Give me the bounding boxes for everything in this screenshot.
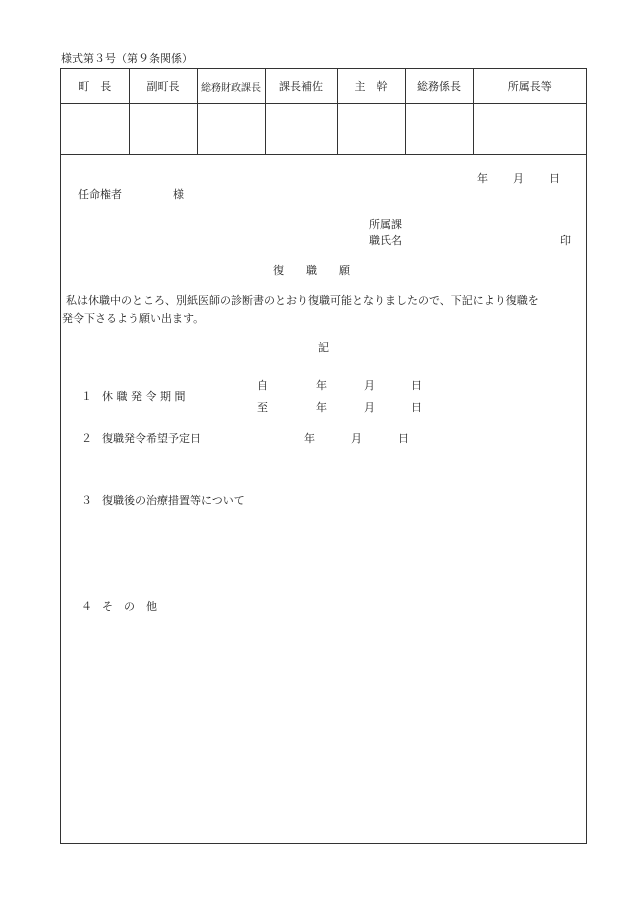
approval-header-mayor: 町 長: [61, 69, 129, 104]
item2-day: 日: [398, 432, 409, 445]
approval-header-general-affairs-director: 総務財政課長: [197, 69, 265, 104]
approval-header-deputy-mayor: 副町長: [129, 69, 197, 104]
seal-mark: 印: [560, 234, 571, 247]
item1-from-day: 日: [411, 379, 422, 392]
item2-label: 復職発令希望予定日: [102, 432, 201, 445]
document-title: 復 職 願: [273, 264, 350, 277]
stamp-cell[interactable]: [337, 104, 405, 155]
approval-stamp-table: [61, 69, 586, 155]
ki-heading: 記: [318, 341, 329, 354]
applicant-name-label: 職氏名: [369, 234, 402, 247]
item4-label: そ の 他: [102, 600, 157, 613]
item1-to-day: 日: [411, 401, 422, 414]
item3-number: ３: [81, 494, 92, 507]
approval-header-department-head: 所属長等: [473, 69, 586, 104]
item4-number: ４: [81, 600, 92, 613]
stamp-cell[interactable]: [473, 104, 586, 155]
date-day-label: 日: [549, 172, 560, 185]
applicant-dept-label: 所属課: [369, 218, 402, 231]
stamp-cell[interactable]: [129, 104, 197, 155]
item2-year: 年: [304, 432, 315, 445]
item1-from: 自: [257, 379, 268, 392]
item1-label: 休 職 発 令 期 間: [102, 390, 186, 403]
addressee-title: 任命権者: [78, 188, 122, 201]
item1-to: 至: [257, 401, 268, 414]
approval-header-chief: 主 幹: [337, 69, 405, 104]
item2-month: 月: [351, 432, 362, 445]
date-month-label: 月: [513, 172, 524, 185]
item1-to-year: 年: [316, 401, 327, 414]
addressee-honorific: 様: [173, 188, 184, 201]
item1-from-month: 月: [364, 379, 375, 392]
item1-number: １: [81, 390, 92, 403]
approval-header-general-affairs-manager: 総務係長: [405, 69, 473, 104]
body-text-line-1: 私は休職中のところ、別紙医師の診断書のとおり復職可能となりましたので、下記により復職を: [66, 294, 539, 307]
stamp-cell[interactable]: [197, 104, 265, 155]
approval-header-assistant-director: 課長補佐: [265, 69, 337, 104]
body-text-line-2: 発令下さるよう願い出ます。: [62, 312, 205, 325]
item2-number: ２: [81, 432, 92, 445]
form-number-label: 様式第３号（第９条関係）: [61, 52, 193, 65]
item1-to-month: 月: [364, 401, 375, 414]
form-frame: [60, 68, 587, 844]
stamp-cell[interactable]: [265, 104, 337, 155]
item1-from-year: 年: [316, 379, 327, 392]
item3-label: 復職後の治療措置等について: [102, 494, 245, 507]
stamp-cell[interactable]: [405, 104, 473, 155]
stamp-cell[interactable]: [61, 104, 129, 155]
date-year-label: 年: [477, 172, 488, 185]
